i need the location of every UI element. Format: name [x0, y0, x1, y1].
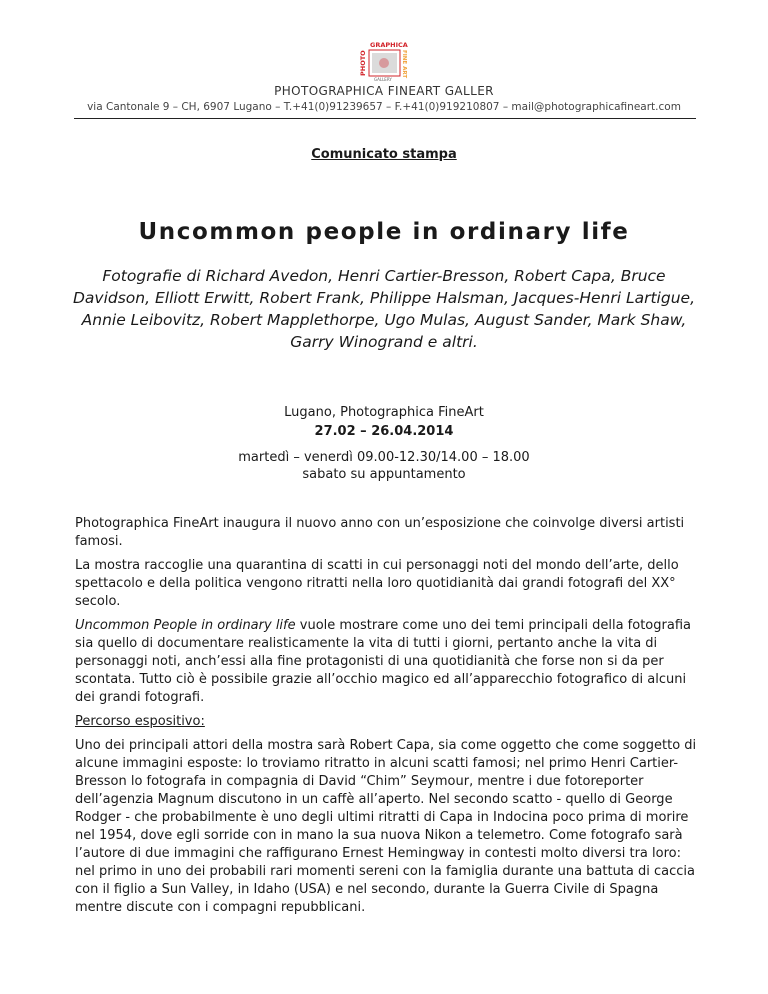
paragraph-theme: [75, 617, 700, 707]
header-divider: [74, 118, 696, 119]
photographers-list: Fotografie di Richard Avedon, Henri Cartier-Bresson, Robert Capa, Bruce Davidson, Elliott Erwitt, Robert Frank, Philippe Halsman, Jacques-Henri Lartigue, Annie Leibovitz, Robert Mapplethorpe, Ugo Mulas, August Sander, Mark Shaw, Garry Winogrand e altri.: [72, 267, 695, 351]
paragraph-capa: Uno dei principali attori della mostra sarà Robert Capa, sia come oggetto che come soggetto di alcune immagini esposte: lo troviamo ritratto in alcuni scatti famosi; nel primo Henri Cartier-Bresson lo fotografa in compagnia di David “Chim” Seymour, mentre i due fotoreporter dell’agenzia Magnum discutono in un caffè all’aperto. Nel secondo scatto - quello di George Rodger - che probabilmente è uno degli ultimi ritratti di Capa in Indocina poco prima di morire nel 1954, dove egli sorride con in mano la sua nuova Nikon a telemetro. Come fotografo sarà l’autore di due immagini che raffigurano Ernest Hemingway in contesti molto diversi tra loro: nel primo in uno dei probabili rari momenti sereni con la famiglia durante una battuta di caccia con il figlio a Sun Valley, in Idaho (USA) e nel secondo, durante la Guerra Civile di Spagna mentre discute con i compagni repubblicani.: [75, 738, 697, 915]
opening-hours: martedì – venerdì 09.00-12.30/14.00 – 18.00: [238, 450, 530, 465]
venue-location: Lugano, Photographica FineArt: [284, 405, 484, 420]
paragraph-theme-text: vuole mostrare come uno dei temi principali della fotografia sia quello di documentare realisticamente la vita di tutti i giorni, pertanto anche la vita di personaggi noti, anch’essi alla fine protagonisti di una quotidianità che forse non si da per scontata. Tutto ciò è possibile grazie all’occhio magico ed all’apparecchio fotografico di alcuni dei grandi fotografi.: [75, 618, 691, 705]
logo-text-bottom: GALLERY: [374, 77, 392, 82]
logo-text-top: GRAPHICA: [370, 41, 408, 49]
section-heading: Percorso espositivo:: [75, 714, 205, 729]
logo-text-left: PHOTO: [359, 50, 367, 76]
logo-text-right: FINE ART: [401, 50, 407, 79]
press-body: [75, 515, 700, 923]
paragraph-intro: Photographica FineArt inaugura il nuovo anno con un’esposizione che coinvolge diversi artisti famosi.: [75, 516, 685, 549]
gallery-address: via Cantonale 9 – CH, 6907 Lugano – T.+41(0)91239657 – F.+41(0)919210807 – mail@photographicafineart.com: [87, 101, 681, 113]
exhibition-title: Uncommon people in ordinary life: [138, 219, 630, 245]
gallery-logo: [356, 40, 412, 82]
paragraph-theme-title: Uncommon People in ordinary life: [75, 618, 296, 633]
press-release-label: Comunicato stampa: [311, 147, 457, 162]
saturday-hours: sabato su appuntamento: [302, 467, 466, 482]
gallery-name: PHOTOGRAPHICA FINEART GALLER: [274, 84, 494, 98]
exhibition-dates: 27.02 – 26.04.2014: [314, 424, 454, 439]
paragraph-collection: La mostra raccoglie una quarantina di scatti in cui personaggi noti del mondo dell’arte, dello spettacolo e della politica vengono ritratti nella loro quotidianità dai grandi fotografi del XX° secolo.: [75, 558, 679, 609]
